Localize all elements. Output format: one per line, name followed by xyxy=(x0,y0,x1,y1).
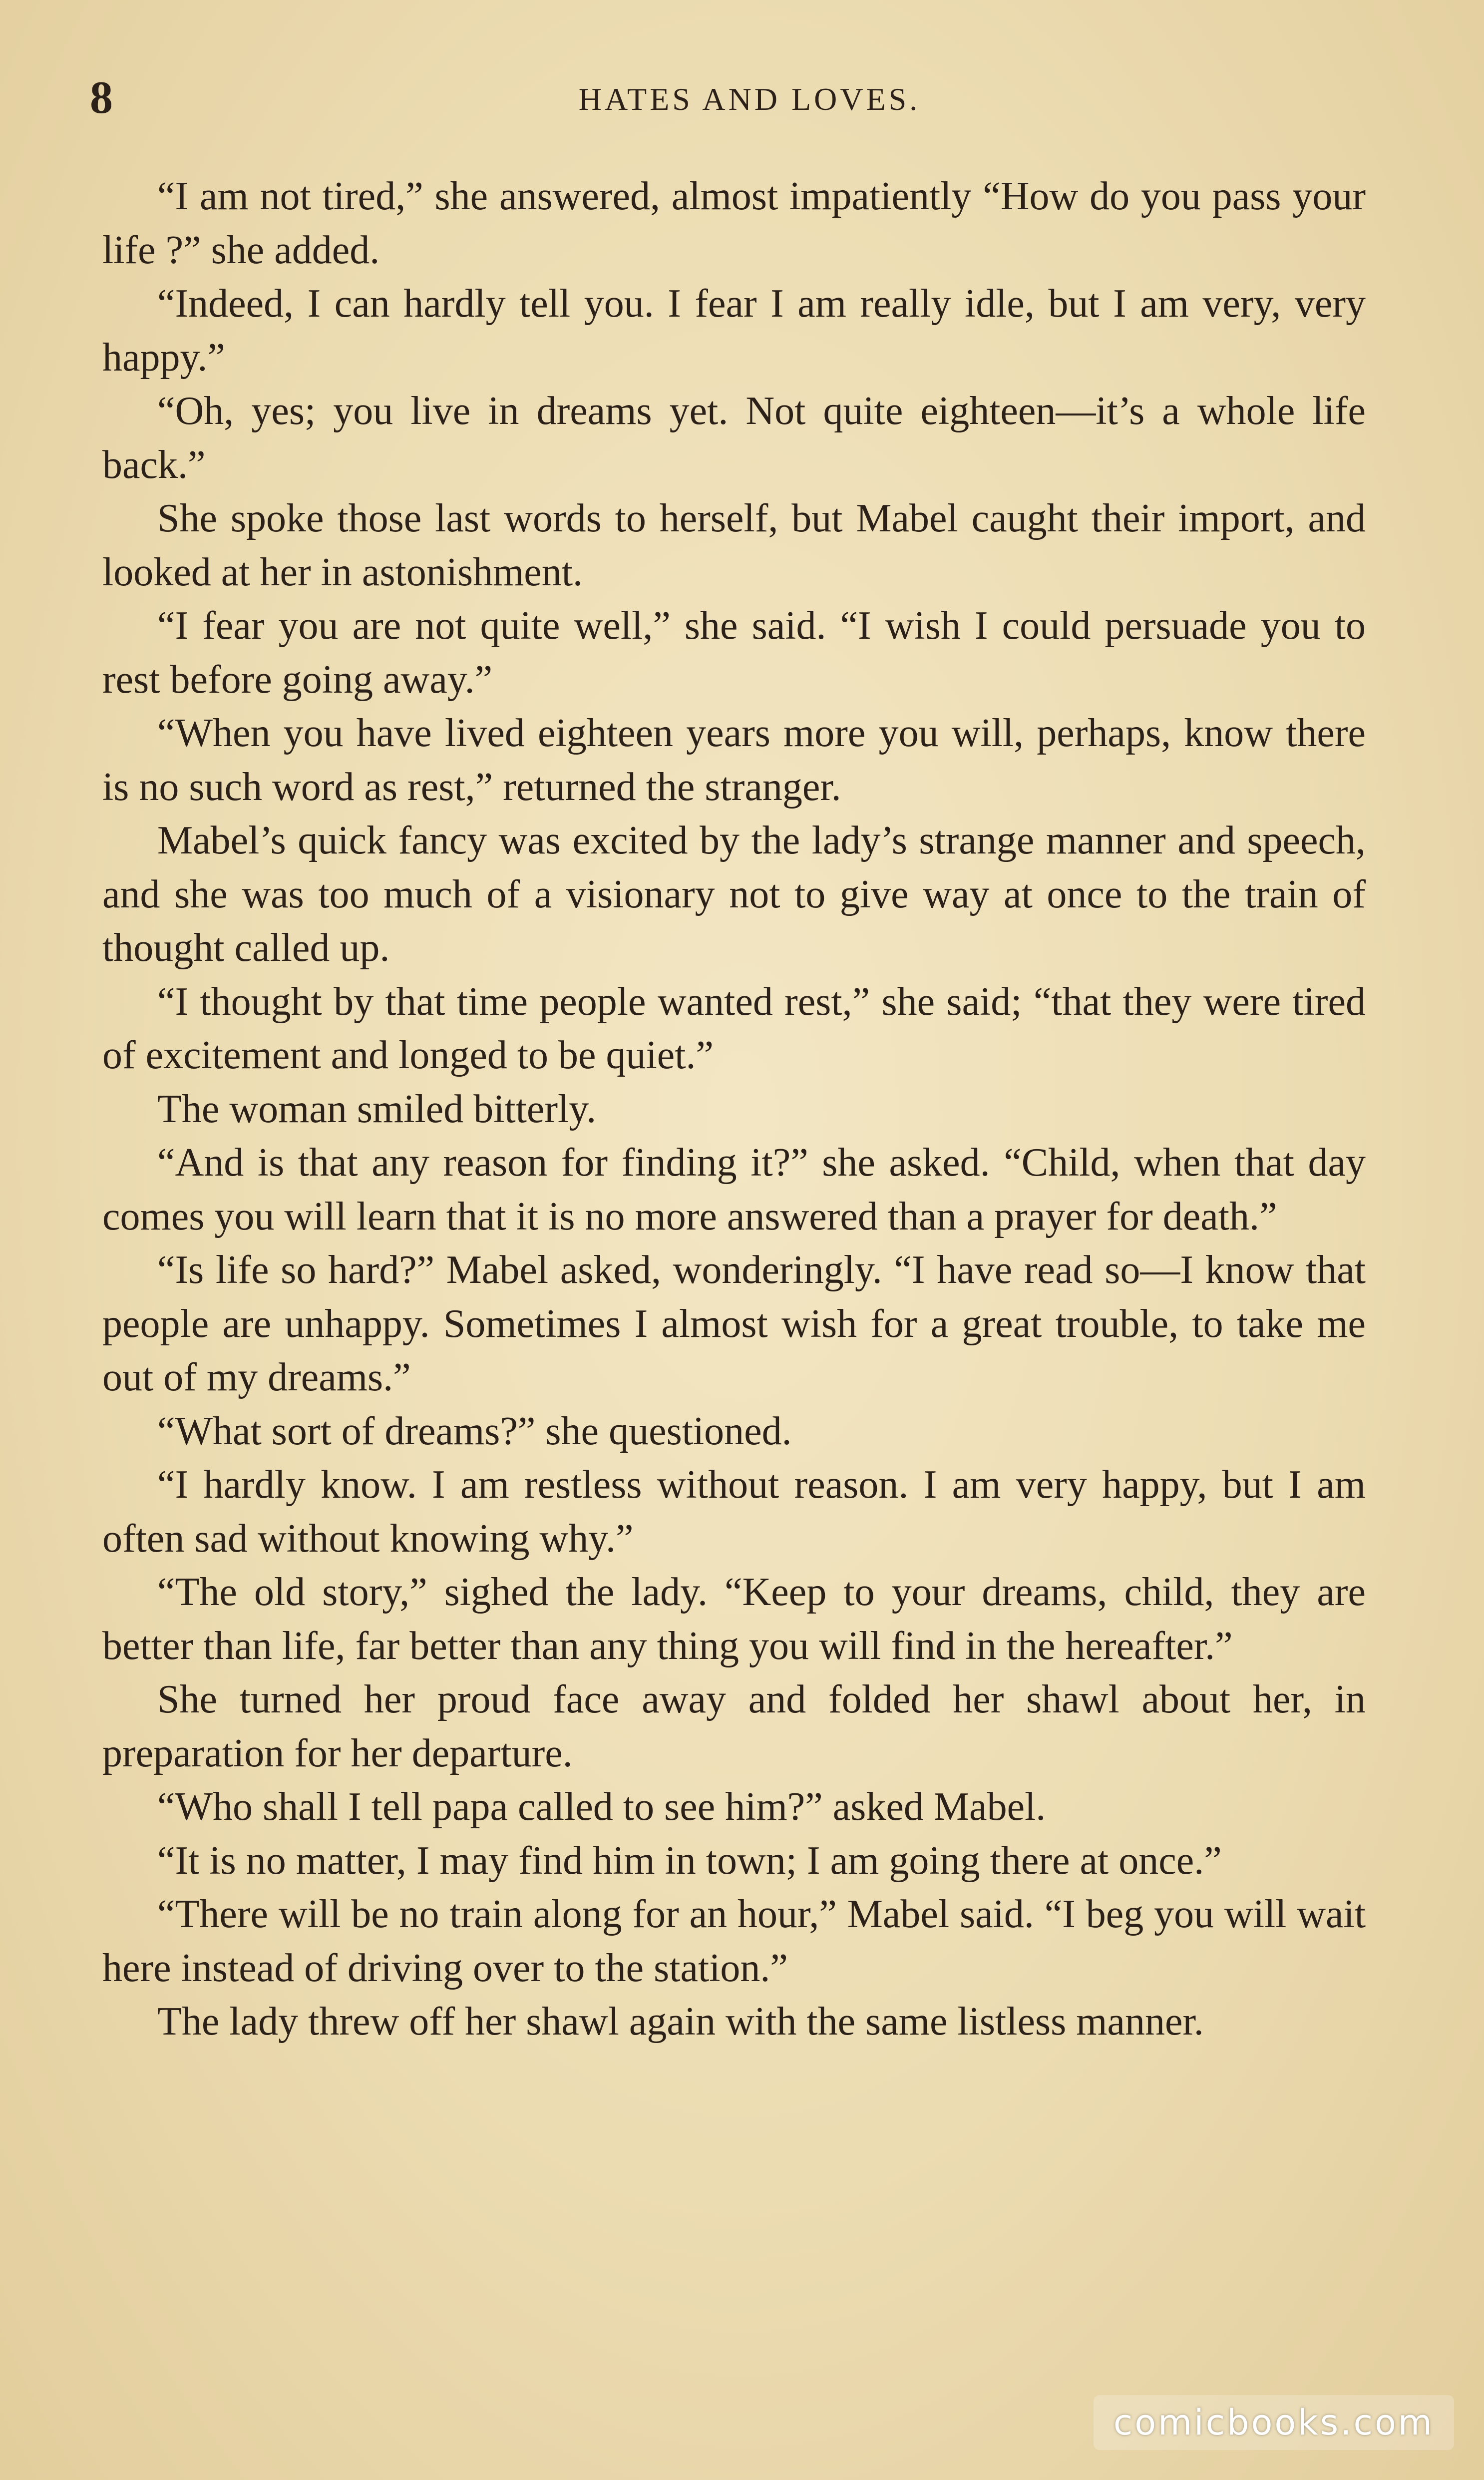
paragraph: “Oh, yes; you live in dreams yet. Not quite eighteen—it’s a whole life back.” xyxy=(102,389,1366,487)
paragraph: “The old story,” sighed the lady. “Keep to your dreams, child, they are better than life, far better than any thing you will find in the hereafter.” xyxy=(102,1570,1366,1668)
watermark: comicbooks.com xyxy=(1094,2395,1454,2450)
paragraph: Mabel’s quick fancy was excited by the lady’s strange manner and speech, and she was too much of a visionary not to give way at once to the train of thought called up. xyxy=(102,819,1366,970)
paragraph: She turned her proud face away and folded her shawl about her, in preparation for her departure. xyxy=(102,1677,1366,1775)
paragraph: “Is life so hard?” Mabel asked, wonderingly. “I have read so—I know that people are unhappy. Sometimes I almost wish for a great trouble, to take me out of my dreams.” xyxy=(102,1248,1366,1399)
paragraph: “I thought by that time people wanted rest,” she said; “that they were tired of excitement and longed to be quiet.” xyxy=(102,979,1366,1077)
paragraph: The woman smiled bitterly. xyxy=(157,1087,597,1131)
paragraph: “When you have lived eighteen years more you will, perhaps, know there is no such word as rest,” returned the stranger. xyxy=(102,711,1366,809)
paragraph: “It is no matter, I may find him in town; I am going there at once.” xyxy=(157,1838,1222,1883)
running-head: HATES AND LOVES. xyxy=(578,81,921,117)
paragraph: “Indeed, I can hardly tell you. I fear I am really idle, but I am very, very happy.” xyxy=(102,282,1366,380)
paragraph: “What sort of dreams?” she questioned. xyxy=(157,1409,792,1453)
body-text xyxy=(102,170,1366,2049)
page-header xyxy=(75,72,1424,123)
paragraph: “Who shall I tell papa called to see him?” asked Mabel. xyxy=(157,1785,1046,1829)
page-number: 8 xyxy=(90,72,113,123)
paragraph: “And is that any reason for finding it?” she asked. “Child, when that day comes you will learn that it is no more answered than a prayer for death.” xyxy=(102,1141,1366,1239)
paragraph: “I fear you are not quite well,” she said. “I wish I could persuade you to rest before going away.” xyxy=(102,604,1366,702)
paragraph: The lady threw off her shawl again with the same listless manner. xyxy=(157,2000,1204,2044)
paragraph: She spoke those last words to herself, but Mabel caught their import, and looked at her in astonishment. xyxy=(102,496,1366,594)
paragraph: “There will be no train along for an hour,” Mabel said. “I beg you will wait here instead of driving over to the station.” xyxy=(102,1892,1366,1990)
paragraph: “I hardly know. I am restless without reason. I am very happy, but I am often sad without knowing why.” xyxy=(102,1463,1366,1561)
paragraph: “I am not tired,” she answered, almost impatiently “How do you pass your life ?” she added. xyxy=(102,174,1366,272)
